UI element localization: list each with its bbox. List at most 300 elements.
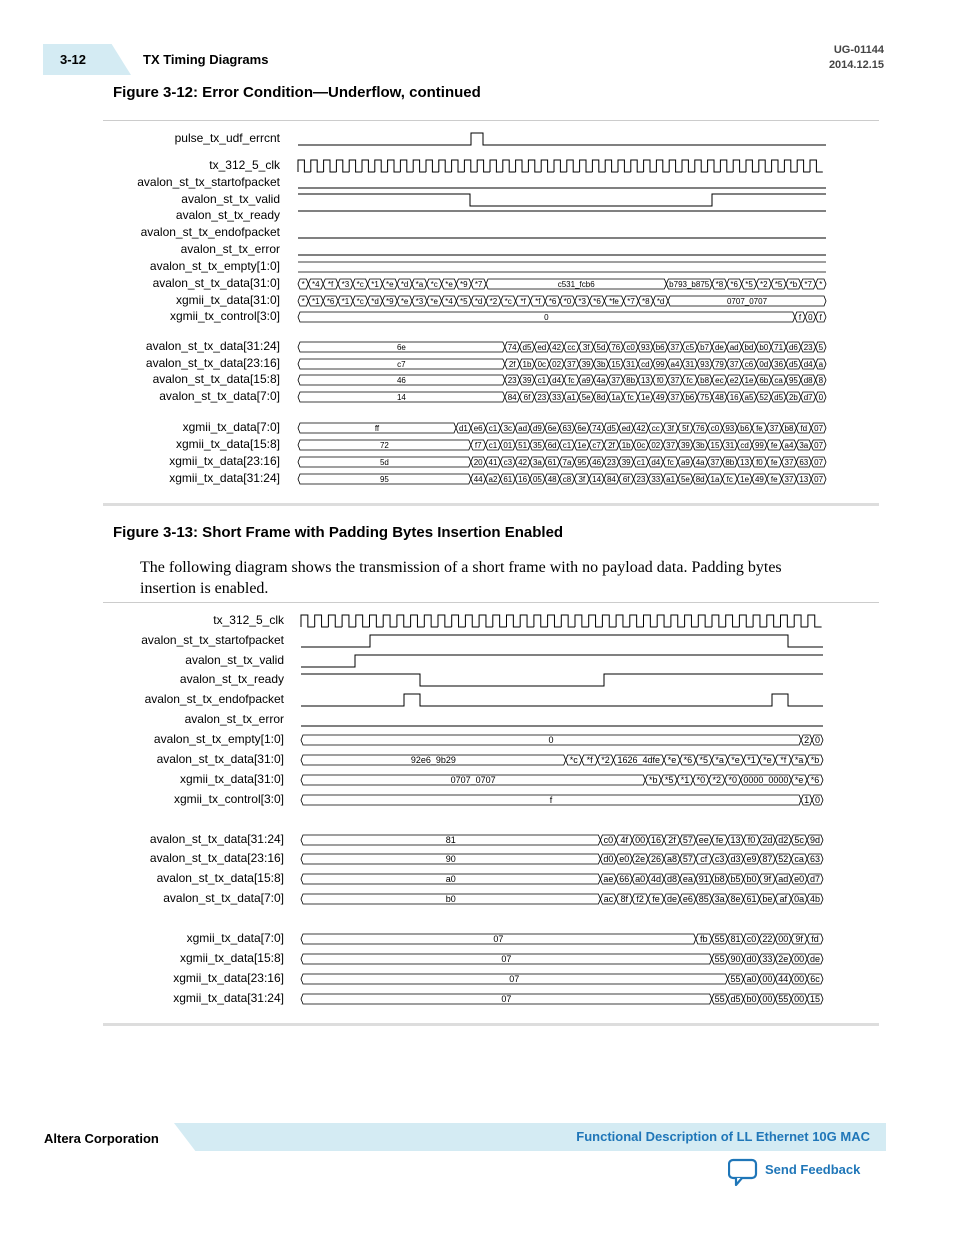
xg-23-16-value: 39 <box>621 457 631 467</box>
xgmii-data32-value: *0 <box>696 775 706 786</box>
av-31-24-value: ee <box>698 835 709 846</box>
avalon-data32-value: *c <box>430 279 438 289</box>
avalon-data32-value: *a <box>794 755 804 766</box>
xg-7-0-value: d5 <box>606 423 616 433</box>
av-31-24-value: 9d <box>810 835 821 846</box>
av-15-8-value: f0 <box>656 375 664 385</box>
signal-label: xgmii_tx_control[3:0] <box>173 792 284 806</box>
xg-7-0-value: ed <box>621 423 631 433</box>
av-31-24-value: 23 <box>803 342 813 352</box>
av-23-16-value: 0c <box>537 359 547 369</box>
xg-15-8-value: 3a <box>799 440 809 450</box>
xgmii-data32-value: 0707_0707 <box>450 775 496 786</box>
xgmii-data32-value: *7 <box>627 296 635 306</box>
av-31-24-value: 3f <box>582 342 590 352</box>
pulse-udf-errcnt-wave <box>298 133 826 145</box>
avalon-data32-value: *6 <box>730 279 738 289</box>
av-31-24-value: 00 <box>635 835 646 846</box>
xgmii-ctrl-value: f <box>819 312 822 322</box>
av-15-8-value: ec <box>715 375 724 385</box>
signal-label: xgmii_tx_data[23:16] <box>173 971 284 985</box>
av-31-24-value: d5 <box>522 342 532 352</box>
avalon-data32-value: *1 <box>747 755 756 766</box>
avalon-data32-value: *f <box>327 279 334 289</box>
avalon-data32-value: *9 <box>460 279 468 289</box>
avalon-data32-value: *5 <box>745 279 753 289</box>
av-7-0-value: d7 <box>803 392 813 402</box>
xg-7-0-value: 07 <box>493 934 504 945</box>
av-31-24-value: ed <box>537 342 547 352</box>
xg-23-16-value: 42 <box>518 457 528 467</box>
xg-7-0-value: 00 <box>778 934 789 945</box>
xg-23-16-value: 7a <box>562 457 572 467</box>
signal-label: avalon_st_tx_endofpacket <box>140 225 280 239</box>
av-7-0-value: 8d <box>596 392 606 402</box>
xgmii-ctrl-value: 0 <box>544 312 549 322</box>
signal-label: avalon_st_tx_data[31:24] <box>149 832 284 846</box>
xg-7-0-value: ad <box>518 423 528 433</box>
xg-31-24-value: 44 <box>473 474 483 484</box>
send-feedback-link[interactable]: Send Feedback <box>765 1162 861 1177</box>
xg-23-16-value: 95 <box>577 457 587 467</box>
xg-15-8-value: fe <box>770 440 778 450</box>
avalon-data32-value: *6 <box>683 755 693 766</box>
av-23-16-value: 79 <box>714 359 724 369</box>
xg-31-24-value: 55 <box>778 994 789 1005</box>
signal-label: avalon_st_tx_ready <box>179 672 284 686</box>
xg-31-24-value: 07 <box>814 474 824 484</box>
xgmii-data32-value: *1 <box>341 296 350 306</box>
xg-31-24-value: 14 <box>592 474 602 484</box>
av-15-8-value: a0 <box>445 874 456 885</box>
av-31-24-value: b6 <box>655 342 665 352</box>
av-15-8-value: 13 <box>640 375 650 385</box>
avalon-data32-value: *b <box>789 279 798 289</box>
av-23-16-value: 93 <box>700 359 710 369</box>
av-23-16-value: 1b <box>522 359 532 369</box>
xg-15-8-value: 35 <box>532 440 542 450</box>
doc-date: 2014.12.15 <box>828 59 884 71</box>
avalon-data32-value: *5 <box>774 279 783 289</box>
signal-label: avalon_st_tx_data[23:16] <box>149 851 284 865</box>
xg-15-8-value: 1e <box>577 440 587 450</box>
av-23-16-value: 31 <box>685 359 695 369</box>
empty-value: 0 <box>548 735 554 746</box>
xg-23-16-value: fe <box>770 457 778 467</box>
xg-31-24-value: 07 <box>501 994 512 1005</box>
avalon-data32-value: *2 <box>601 755 610 766</box>
av-23-16-value: 31 <box>626 359 636 369</box>
chapter-link[interactable]: Functional Description of LL Ethernet 10G MAC <box>576 1129 870 1144</box>
xg-7-0-value: fb <box>699 934 708 945</box>
av-7-0-value: fe <box>652 894 660 905</box>
av-23-16-value: d3 <box>730 854 741 865</box>
xg-23-16-value: 6c <box>810 974 820 985</box>
xgmii-data32-value: *d <box>656 296 665 306</box>
av-23-16-value: c6 <box>744 359 754 369</box>
xg-23-16-value: 61 <box>547 457 557 467</box>
xg-15-8-value: 0c <box>636 440 646 450</box>
av-7-0-value: be <box>762 894 773 905</box>
xg-23-16-value: 20 <box>473 457 483 467</box>
av-31-24-value: 93 <box>640 342 650 352</box>
xg-7-0-value: fd <box>800 423 808 433</box>
xg-31-24-value: 61 <box>503 474 513 484</box>
av-31-24-value: 16 <box>651 835 662 846</box>
avalon-data32-value: *7 <box>474 279 483 289</box>
av-31-24-value: 37 <box>670 342 680 352</box>
av-23-16-value: 99 <box>655 359 665 369</box>
av-15-8-value: fc <box>568 375 575 385</box>
av-23-16-value: 36 <box>774 359 784 369</box>
av-23-16-value: e9 <box>746 854 757 865</box>
avalon-data32-value: *3 <box>341 279 350 289</box>
av-31-24-value: 42 <box>552 342 562 352</box>
xgmii-data32-value: 0707_0707 <box>726 296 768 306</box>
signal-label: avalon_st_tx_data[31:24] <box>145 339 280 353</box>
xg-7-0-value: 76 <box>695 423 705 433</box>
xgmii-data32-value: * <box>301 296 305 306</box>
av-23-16-value: 02 <box>552 359 562 369</box>
xgmii-data32-value: *e <box>430 296 438 306</box>
signal-label: avalon_st_tx_data[23:16] <box>145 356 280 370</box>
page-number: 3-12 <box>60 52 87 67</box>
av-15-8-value: b8 <box>700 375 710 385</box>
xg-31-24-value: 00 <box>794 994 805 1005</box>
xg-23-16-value: 4a <box>695 457 705 467</box>
xg-15-8-value: 37 <box>666 440 676 450</box>
xg-31-24-value: 5e <box>680 474 690 484</box>
xg-15-8-value: 3b <box>695 440 705 450</box>
xg-23-16-value: 55 <box>730 974 741 985</box>
av-31-24-value: 2f <box>668 835 676 846</box>
av-7-0-value: 85 <box>698 894 709 905</box>
signal-label: xgmii_tx_data[23:16] <box>169 454 280 468</box>
av-23-16-value: 57 <box>682 854 693 865</box>
av-23-16-value: 26 <box>651 854 662 865</box>
xg-15-8-value: c1 <box>488 440 498 450</box>
av-7-0-value: 1a <box>611 392 621 402</box>
xg-7-0-value: 81 <box>730 934 741 945</box>
signal-label: avalon_st_tx_empty[1:0] <box>153 732 284 746</box>
av-7-0-value: 48 <box>714 392 724 402</box>
av-15-8-value: a9 <box>581 375 591 385</box>
av-31-24-value: b7 <box>700 342 710 352</box>
xg-31-24-value: fe <box>770 474 778 484</box>
av-15-8-value: d7 <box>810 874 821 885</box>
figure-12-title: Figure 3-12: Error Condition—Underflow, continued <box>113 84 481 101</box>
signal-label: xgmii_tx_data[31:24] <box>169 471 280 485</box>
clock-waveform <box>301 615 822 627</box>
xg-31-24-value: b0 <box>746 994 757 1005</box>
av-23-16-value: c7 <box>397 359 406 369</box>
xg-7-0-value: c1 <box>488 423 498 433</box>
xg-15-8-value: 2e <box>778 954 789 965</box>
signal-label: xgmii_tx_data[15:8] <box>179 951 284 965</box>
av-15-8-value: 66 <box>619 874 630 885</box>
av-23-16-value: 2f <box>508 359 516 369</box>
xg-7-0-value: 5f <box>682 423 689 433</box>
av-31-24-value: d6 <box>788 342 798 352</box>
empty-value: 0 <box>815 735 821 746</box>
xg-31-24-value: 1e <box>740 474 750 484</box>
av-31-24-value: 71 <box>774 342 784 352</box>
av-23-16-value: d4 <box>803 359 813 369</box>
signal-label: avalon_st_tx_endofpacket <box>144 692 284 706</box>
xg-31-24-value: 13 <box>799 474 809 484</box>
company-name: Altera Corporation <box>44 1131 159 1146</box>
xg-23-16-value: f0 <box>756 457 763 467</box>
av-7-0-value: 14 <box>396 392 406 402</box>
av-15-8-value: 6b <box>759 375 769 385</box>
av-15-8-value: b0 <box>746 874 757 885</box>
av-15-8-value: d8 <box>803 375 813 385</box>
av-31-24-value: 74 <box>507 342 517 352</box>
xgmii-data32-value: *c <box>504 296 512 306</box>
xg-15-8-value: 15 <box>710 440 720 450</box>
xgmii-data32-value: *6 <box>548 296 557 306</box>
xg-31-24-value: 6f <box>622 474 630 484</box>
xgmii-data32-value: *e <box>794 775 804 786</box>
xgmii-data32-value: *4 <box>445 296 453 306</box>
avalon-data32-value: *a <box>415 279 424 289</box>
xg-31-24-value: 55 <box>714 994 725 1005</box>
avalon-data32-value: * <box>301 279 305 289</box>
xgmii-data32-value: *fe <box>609 296 619 306</box>
signal-label: avalon_st_tx_ready <box>175 208 280 222</box>
av-7-0-value: 37 <box>670 392 680 402</box>
av-15-8-value: 23 <box>507 375 517 385</box>
xgmii-data32-value: *d <box>474 296 483 306</box>
xgmii-data32-value: *5 <box>460 296 468 306</box>
xg-23-16-value: a9 <box>680 457 690 467</box>
xgmii-data32-value: 0000_0000 <box>743 775 789 786</box>
xgmii-data32-value: *2 <box>712 775 722 786</box>
av-7-0-value: 8e <box>730 894 741 905</box>
av-7-0-value: 3a <box>714 894 725 905</box>
av-15-8-value: 4d <box>651 874 662 885</box>
av-23-16-value: cf <box>700 854 708 865</box>
xg-31-24-value: 00 <box>762 994 773 1005</box>
av-7-0-value: 2b <box>788 392 798 402</box>
av-23-16-value: 90 <box>445 854 456 865</box>
av-31-24-value: 4f <box>620 835 629 846</box>
xg-7-0-value: d1 <box>458 423 468 433</box>
av-15-8-value: 9f <box>763 874 772 885</box>
figure-13-bottom-rule <box>103 1023 879 1026</box>
av-15-8-value: b5 <box>730 874 741 885</box>
xgmii-data32-value: *3 <box>415 296 424 306</box>
av-31-24-value: ad <box>729 342 739 352</box>
avalon-data32-value: *e <box>731 755 740 766</box>
avalon-data32-value: *2 <box>760 279 768 289</box>
signal-label: avalon_st_tx_startofpacket <box>137 175 280 189</box>
xgmii-data32-value: *6 <box>810 775 820 786</box>
av-7-0-value: a5 <box>744 392 754 402</box>
xgmii-data32-value: *c <box>356 296 364 306</box>
xg-15-8-value: c1 <box>562 440 572 450</box>
av-31-24-value: fe <box>715 835 724 846</box>
av-31-24-value: 5c <box>794 835 804 846</box>
xgmii-data32-value: *f <box>535 296 541 306</box>
av-15-8-value: c1 <box>537 375 547 385</box>
signal-label: xgmii_tx_data[31:24] <box>173 991 284 1005</box>
av-15-8-value: 39 <box>522 375 532 385</box>
signal-label: avalon_st_tx_error <box>184 712 284 726</box>
xg-23-16-value: 37 <box>710 457 720 467</box>
av-7-0-value: 23 <box>537 392 547 402</box>
avalon-data32-value: *f <box>780 755 787 766</box>
xg-31-24-value: 1a <box>710 474 720 484</box>
av-31-24-value: 13 <box>730 835 741 846</box>
xg-7-0-value: 63 <box>562 423 572 433</box>
signal-label: xgmii_tx_control[3:0] <box>169 309 280 323</box>
xg-7-0-value: 6e <box>547 423 557 433</box>
av-23-16-value: a4 <box>670 359 680 369</box>
xg-15-8-value: 99 <box>754 440 764 450</box>
xg-31-24-value: 49 <box>754 474 764 484</box>
xg-7-0-value: 22 <box>762 934 773 945</box>
xgmii-data32-value: *3 <box>578 296 586 306</box>
av-23-16-value: 63 <box>810 854 821 865</box>
xg-23-16-value: a0 <box>746 974 757 985</box>
xg-7-0-value: 3c <box>503 423 513 433</box>
xgmii-data32-value: *5 <box>664 775 674 786</box>
signal-label: xgmii_tx_data[31:0] <box>175 293 280 307</box>
xg-31-24-value: 23 <box>636 474 646 484</box>
xgmii-data32-value: *b <box>648 775 658 786</box>
av-7-0-value: e6 <box>682 894 693 905</box>
xg-31-24-value: d5 <box>730 994 741 1005</box>
signal-label: avalon_st_tx_valid <box>181 192 280 206</box>
xg-31-24-value: 84 <box>606 474 616 484</box>
av-31-24-value: c0 <box>626 342 635 352</box>
avalon-data32-value: *4 <box>312 279 320 289</box>
signal-label: avalon_st_tx_data[31:0] <box>152 276 280 290</box>
xg-15-8-value: 6d <box>547 440 557 450</box>
av-31-24-value: b0 <box>759 342 769 352</box>
av-31-24-value: 5 <box>818 342 824 352</box>
signal-label: avalon_st_tx_data[7:0] <box>159 389 280 403</box>
signal-label: avalon_st_tx_valid <box>185 653 284 667</box>
xg-7-0-value: 9f <box>795 934 803 945</box>
signal-label: tx_312_5_clk <box>213 613 284 627</box>
xgmii-ctrl-value: 0 <box>815 795 821 806</box>
av-31-24-value: c5 <box>685 342 695 352</box>
xg-31-24-value: fc <box>726 474 733 484</box>
av-15-8-value: ca <box>774 375 783 385</box>
feedback-icon[interactable] <box>728 1158 758 1186</box>
xg-31-24-value: 33 <box>651 474 661 484</box>
signal-label: tx_312_5_clk <box>209 158 280 172</box>
av-7-0-value: b6 <box>685 392 695 402</box>
signal-label: xgmii_tx_data[15:8] <box>175 437 280 451</box>
xgmii-data32-value: *e <box>400 296 409 306</box>
valid-wave <box>298 194 826 206</box>
xg-31-24-value: 3f <box>578 474 586 484</box>
xg-31-24-value: 16 <box>518 474 528 484</box>
xgmii-data32-value: *8 <box>642 296 650 306</box>
avalon-data32-value: *1 <box>371 279 379 289</box>
xgmii-ctrl-value: 0 <box>808 312 813 322</box>
av-15-8-value: 95 <box>788 375 798 385</box>
xg-7-0-value: 74 <box>592 423 602 433</box>
xgmii-data32-value: *f <box>520 296 526 306</box>
av-23-16-value: 0d <box>759 359 769 369</box>
signal-label: avalon_st_tx_data[7:0] <box>163 891 284 905</box>
av-15-8-value: 8 <box>818 375 824 385</box>
xg-15-8-value: 2f <box>608 440 615 450</box>
signal-label: avalon_st_tx_error <box>180 242 280 256</box>
av-15-8-value: 8b <box>626 375 636 385</box>
xg-7-0-value: 6e <box>577 423 587 433</box>
av-7-0-value: 52 <box>759 392 769 402</box>
xgmii-data32-value: *0 <box>728 775 737 786</box>
xg-7-0-value: fd <box>811 934 819 945</box>
av-7-0-value: 6f <box>523 392 531 402</box>
av-31-24-value: 6e <box>396 342 406 352</box>
xg-15-8-value: 01 <box>503 440 513 450</box>
xg-23-16-value: 46 <box>592 457 602 467</box>
xgmii-data32-value: *9 <box>386 296 394 306</box>
av-23-16-value: cd <box>641 359 650 369</box>
av-7-0-value: 33 <box>552 392 562 402</box>
av-7-0-value: b0 <box>445 894 456 905</box>
xg-7-0-value: 07 <box>814 423 824 433</box>
xgmii-data32-value: *6 <box>326 296 335 306</box>
xgmii-data32-value: *2 <box>489 296 498 306</box>
av-15-8-value: 91 <box>698 874 709 885</box>
valid-wave <box>301 655 823 667</box>
av-23-16-value: 37 <box>566 359 576 369</box>
avalon-data32-value: *f <box>586 755 593 766</box>
av-7-0-value: 75 <box>700 392 710 402</box>
av-23-16-value: d5 <box>788 359 798 369</box>
av-7-0-value: 16 <box>729 392 739 402</box>
xg-23-16-value: 00 <box>762 974 773 985</box>
signal-label: avalon_st_tx_data[31:0] <box>156 752 284 766</box>
av-15-8-value: ae <box>603 874 614 885</box>
av-23-16-value: 3b <box>596 359 606 369</box>
av-7-0-value: a1 <box>566 392 576 402</box>
av-15-8-value: 1e <box>744 375 754 385</box>
av-23-16-value: ca <box>794 854 804 865</box>
empty-value: 2 <box>804 735 810 746</box>
xg-15-8-value: 1b <box>621 440 631 450</box>
xg-31-24-value: c8 <box>562 474 572 484</box>
av-31-24-value: 5d <box>596 342 606 352</box>
xg-15-8-value: a4 <box>784 440 794 450</box>
signal-label: avalon_st_tx_data[15:8] <box>152 372 280 386</box>
xgmii-ctrl-value: 1 <box>804 795 810 806</box>
xg-7-0-value: cc <box>651 423 660 433</box>
xg-15-8-value: 07 <box>501 954 512 965</box>
endofpacket-wave <box>301 694 823 706</box>
avalon-data32-value: *e <box>667 755 677 766</box>
av-23-16-value: 37 <box>729 359 739 369</box>
xg-23-16-value: 00 <box>794 974 805 985</box>
av-15-8-value: d8 <box>666 874 677 885</box>
clock-waveform <box>298 160 823 172</box>
av-15-8-value: 4a <box>596 375 606 385</box>
xg-15-8-value: 00 <box>794 954 805 965</box>
xg-7-0-value: 37 <box>769 423 779 433</box>
avalon-data32-value: *d <box>400 279 409 289</box>
ready-wave <box>301 674 823 686</box>
avalon-data32-value: *5 <box>699 755 709 766</box>
xgmii-data32-value: *1 <box>312 296 320 306</box>
av-15-8-value: b8 <box>714 874 725 885</box>
